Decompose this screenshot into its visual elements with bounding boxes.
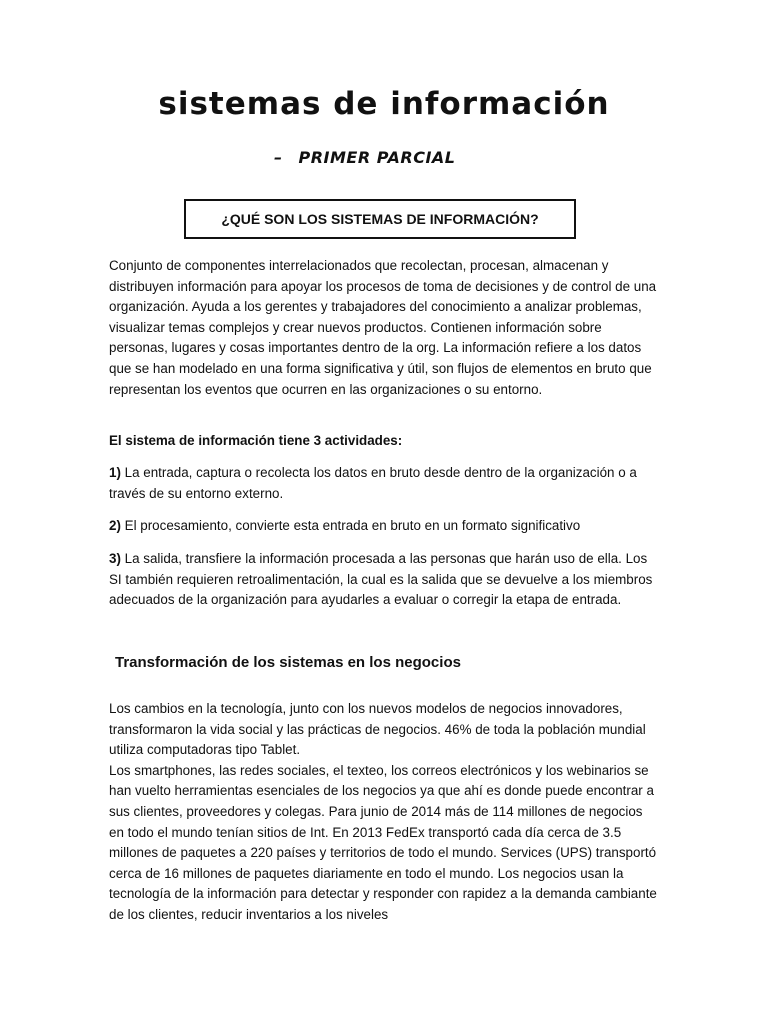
section-paragraph-text: Los smartphones, las redes sociales, el texteo, los correos electrónicos y los webinarios se han vuelto herramientas esenciales de los negocios ya que ahí es donde puede encontrar a sus clientes, proveedores y colegas. Para junio de 2014 más de 114 millones de negocios en todo el mundo tenían sitios de Int. En 2013 FedEx transportó cada día cerca de 3.5 millones de paquetes a 220 países y territorios de todo el mundo. Services (UPS) transportó cerca de 16 millones de paquetes diariamente en todo el mundo. Los negocios usan la tecnología de la información para detectar y responder con rapidez a la demanda cambiante de los clientes, reducir inventarios a los niveles [109,762,657,922]
activity-text: El procesamiento, convierte esta entrada en bruto en un formato significativo [120,518,581,533]
section-paragraph [109,699,661,926]
subtitle-dash: – [274,148,283,167]
document-title: sistemas de información [158,86,610,122]
document-subtitle [274,148,574,167]
activity-item [109,516,661,537]
intro-paragraph: Conjunto de componentes interrelacionados que recolectan, procesan, almacenan y distribuyen información para apoyar los procesos de toma de decisiones y de control de una organización. Ayuda a los gerentes y trabajadores del conocimiento a analizar problemas, visualizar temas complejos y crear nuevos productos. Contienen información sobre personas, lugares y cosas importantes dentro de la org. La información refiere a los datos que se han modelado en una forma significativa y útil, son flujos de elementos en bruto que representan los eventos que ocurren en las organizaciones o su entorno. [109,258,657,397]
section-paragraph-text: Los cambios en la tecnología, junto con los nuevos modelos de negocios innovadores, transformaron la vida social y las prácticas de negocios. 46% de toda la población mundial utiliza computadoras tipo Tablet. [109,701,646,758]
activity-number: 1) [109,465,121,480]
activity-number: 3) [109,551,121,566]
activity-text: La salida, transfiere la información procesada a las personas que harán uso de ella. Los SI también requieren retroalimentación, la cual es la salida que se devuelve a los miembros adecuados de la organización para ayudarles a evaluar o corregir la etapa de entrada. [109,551,653,608]
activity-text: La entrada, captura o recolecta los datos en bruto desde dentro de la organización o a través de su entorno externo. [109,465,637,501]
subtitle-text: PRIMER PARCIAL [298,148,456,167]
activities-heading [109,431,661,452]
activities-heading-text: El sistema de información tiene 3 actividades: [109,433,403,448]
activity-number: 2) [109,518,121,533]
boxed-section-heading: ¿QUÉ SON LOS SISTEMAS DE INFORMACIÓN? [184,199,576,239]
activity-item [109,463,661,504]
activity-item [109,549,661,611]
section-heading: Transformación de los sistemas en los negocios [115,654,461,671]
